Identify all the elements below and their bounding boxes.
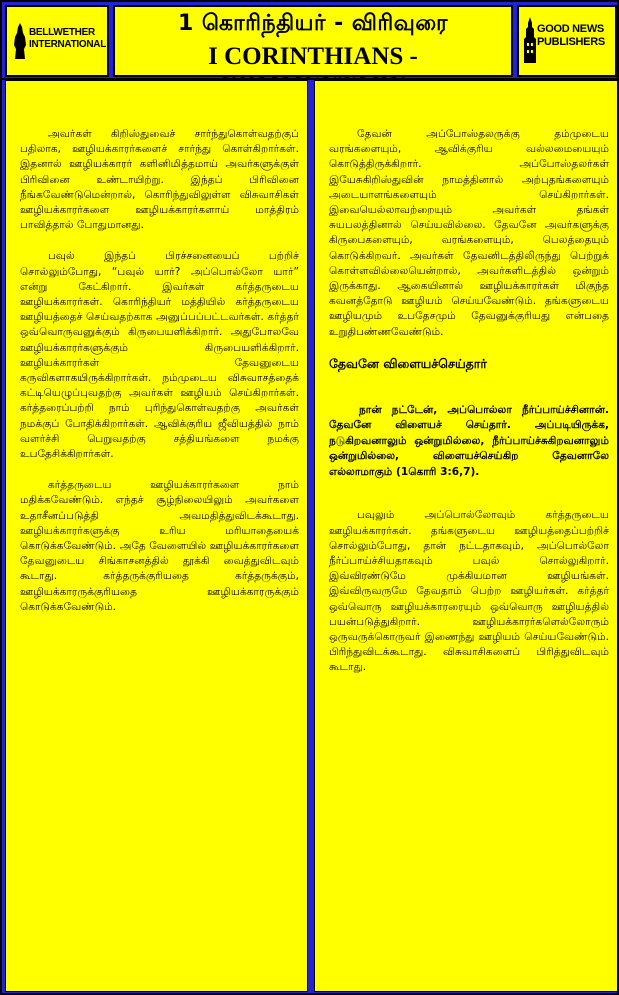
page-header: [0, 0, 619, 80]
good-news-logo: [517, 5, 617, 77]
logo-line-1: GOOD NEWS: [537, 23, 604, 35]
paragraph: தேவன் அப்போஸ்தலருக்கு தம்முடைய வரங்களையும், ஆவிக்குரிய வல்லமையையும் கொடுத்திருக்கிறார். அப்போஸ்தலர்கள் இயேசுகிறிஸ்துவின் நாமத்தினால் அற்புதங்களையும் அடையாளங்களையும் செய்கிறார்கள். இவையெல்லாவற்றையும் அவர்கள் தங்கள் சுயபலத்தினால் செய்யவில்லை. தேவனே அவர்களுக்கு கிருபைகளையும், வரங்களையும், பெலத்தையும் கொடுக்கிறவர். அவர்கள் தேவனிடத்திலிருந்து பெற்றுக் கொள்ளவில்லையென்றால், அவர்களிடத்தில் ஒன்றும் இருக்காது. ஆகையினால் ஊழியக்காரர்கள் மிகுந்த கவனத்தோடு ஊழியம் செய்யவேண்டும். தங்களுடைய ஊழியமும் உபதேசமும் தேவனுக்குரியது என்பதை உறுதிபண்ணவேண்டும்.: [329, 128, 609, 338]
good-news-logo-text: [537, 23, 615, 49]
logo-line-2: INTERNATIONAL: [29, 39, 107, 50]
building-icon: [522, 17, 538, 65]
section-heading: தேவனே விளையச்செய்தார்: [329, 355, 487, 371]
paragraph: பவுல் இந்தப் பிரச்சனையைப் பற்றிச் சொல்லும்போது, “பவுல் யார்? அப்பொல்லோ யார்” என்று கேட்கிறார். இவர்கள் கர்த்தருடைய ஊழியக்காரர்கள். கொரிந்தியர் மத்தியில் கர்த்தருடைய ஊழியத்தைச் செய்வதற்காக அனுப்பப்பட்டவர்கள். கர்த்தர் ஒவ்வொருவனுக்கும் கிருபையளிக்கிறார். அதுபோலவே ஊழியக்காரர்களுக்கும் கிருபையளிக்கிறார். ஊழியக்காரர்கள் தேவனுடைய கருவிகளாகயிருக்கிறார்கள். நம்முடைய விசுவாசத்தைக் கட்டியெழுப்புவதற்கு அவர்கள் ஊழியம் செய்கிறார்கள். கர்த்தரைப்பற்றி நாம் புரிந்துகொள்வதற்கு அவர்கள் நமக்குப் போதிக்கிறார்கள். ஆவிக்குரிய ஜீவியத்தில் நாம் வளர்ச்சி பெறுவதற்கு சத்தியங்களை நமக்கு உபதேசிக்கிறார்கள்.: [20, 250, 299, 461]
logo-line-1: BELLWETHER: [29, 27, 95, 38]
title-banner: [113, 5, 513, 77]
logo-line-2: PUBLISHERS: [537, 36, 605, 48]
paragraph: கர்த்தருடைய ஊழியக்காரர்களை நாம் மதிக்கவேண்டும். எந்தச் சூழ்நிலையிலும் அவர்களை உதாசீனப்படுத்தி அவமதித்துவிடக்கூடாது. ஊழியக்காரர்களுக்கு உரிய மரியாதையைக் கொடுக்கவேண்டும். அதே வேளையில் ஊழியக்காரர்களை தேவனுடைய சிங்காசனத்தில் தூக்கி வைத்துவிடவும் கூடாது. கர்த்தருக்குரியதை கர்த்தருக்கும், ஊழியக்காரருக்குரியதை ஊழியக்காரருக்கும் கொடுக்கவேண்டும்.: [20, 479, 299, 613]
sheep-icon: [11, 21, 29, 61]
content-area: [0, 80, 619, 995]
paragraph: பவுலும் அப்பொல்லோவும் கர்த்தருடைய ஊழியக்காரர்கள். தங்களுடைய ஊழியத்தைப்பற்றிச் சொல்லும்போது, தான் நட்டதாகவும், அப்பொல்லோ நீர்ப்பாய்ச்சியதாகவும் பவுல் சொல்லுகிறார். இவ்விரண்டுமே முக்கியமான ஊழியங்கள். இவ்விருவருமே தேவதாம் பெற்ற ஊழியர்கள். கர்த்தர் ஒவ்வொரு ஊழியக்காரரையும் ஒவ்வொரு ஊழியத்தில் பயன்படுத்துகிறார். ஊழியக்காரர்களெல்லோரும் ஒருவருக்கொருவர் இணைந்து ஊழியம் செய்யவேண்டும். பிரிந்துவிடக்கூடாது. விசுவாசிகளைப் பிரித்துவிடவும் கூடாது.: [329, 509, 609, 674]
scripture-quote: நான் நட்டேன், அப்பொல்லா நீர்ப்பாய்ச்சினான். தேவனே விளையச் செய்தார். அப்படியிருக்க, நடுகிறவனாலும் ஒன்றுமில்லை, நீர்ப்பாய்ச்சுகிறவனாலும் ஒன்றுமில்லை, விளையச்செய்கிற தேவனாலே எல்லாமாகும் (1கொரி 3:6,7).: [329, 403, 609, 478]
page-title-tamil: 1 கொரிந்தியர் - விரிவுரை: [177, 11, 449, 36]
bellwether-logo: [5, 5, 109, 77]
right-column: [314, 80, 618, 992]
page-title-english: I CORINTHIANS -: [208, 43, 418, 70]
left-column: [5, 80, 308, 992]
paragraph: அவர்கள் கிறிஸ்துவைச் சார்ந்துகொள்வதற்குப் பதிலாக, ஊழியக்காரர்களைச் சார்ந்து கொள்கிறார்கள். இதனால் ஊழியக்காரர் களினிமித்தமாய் அவர்களுக்குள் பிரிவினை உண்டாயிற்று. இந்தப் பிரிவினை நீங்கவேண்டுமென்றால், கொரிந்துவிலுள்ள விசுவாசிகள் ஊழியக்காரர்களை ஊழியக்காரர்களாய் மாத்திரம் பாவித்தால் போதுமானது.: [20, 128, 299, 232]
bellwether-logo-text: [29, 27, 109, 51]
